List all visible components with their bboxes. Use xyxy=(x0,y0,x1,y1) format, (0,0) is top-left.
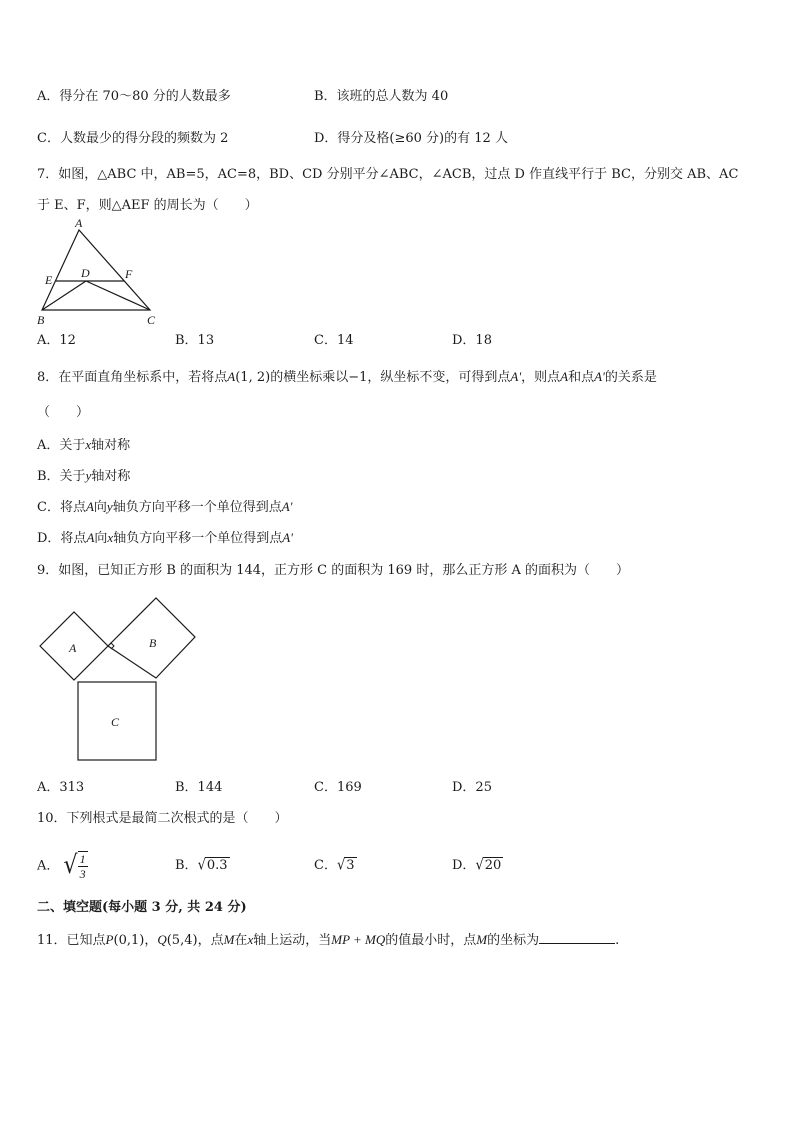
q10-option-b: B．√0.3 xyxy=(175,857,230,875)
label-f: F xyxy=(125,267,133,281)
q11-stem: 11．已知点P(0,1)，Q(5,4)，点M在x轴上运动，当MP + MQ的值最小时，点M的坐标为 . xyxy=(37,932,620,948)
label-a: A xyxy=(75,216,83,230)
q6-option-d: D．得分及格(≥60 分)的有 12 人 xyxy=(314,131,508,146)
section-title-fill-in: 二、填空题(每小题 3 分, 共 24 分) xyxy=(37,900,247,915)
label-square-c: C xyxy=(111,715,120,729)
q7-option-a: A．12 xyxy=(37,333,76,348)
q8-stem: 8．在平面直角坐标系中，若将点A(1, 2)的横坐标乘以−1，纵坐标不变，可得到点A'，则点A和点A'的关系是 xyxy=(37,369,657,385)
q6-option-b: B．该班的总人数为 40 xyxy=(314,89,449,104)
q8-option-b: B．关于y轴对称 xyxy=(37,468,131,484)
label-e: E xyxy=(45,273,53,287)
q9-option-b: B．144 xyxy=(175,780,223,795)
triangle-abc xyxy=(42,230,150,310)
q9-option-a: A．313 xyxy=(37,780,85,795)
radical-icon: √ xyxy=(336,856,346,875)
q9-squares-figure xyxy=(38,596,200,764)
q8-answer-paren: （ ） xyxy=(37,405,90,420)
q6-option-a: A．得分在 70～80 分的人数最多 xyxy=(37,89,231,104)
label-b: B xyxy=(37,313,45,327)
q8-option-a: A．关于x轴对称 xyxy=(37,437,131,453)
radical-icon: √ xyxy=(475,856,484,875)
label-c: C xyxy=(147,313,156,327)
q10-option-d: D．√20 xyxy=(452,857,503,875)
q7-option-d: D．18 xyxy=(452,333,492,348)
q7-option-b: B．13 xyxy=(175,333,215,348)
q6-option-c: C．人数最少的得分段的频数为 2 xyxy=(37,131,229,146)
radical-icon: √ xyxy=(197,856,206,875)
q8-option-c: C．将点A向y轴负方向平移一个单位得到点A' xyxy=(37,499,293,515)
q7-stem-line2: 于 E、F，则△AEF 的周长为（ ） xyxy=(37,198,258,213)
q10-option-a: A． √ $\frac{1}{3}$ xyxy=(37,846,88,887)
q9-stem: 9．如图，已知正方形 B 的面积为 144，正方形 C 的面积为 169 时，那么正方形 A 的面积为（ ） xyxy=(37,563,629,578)
q9-option-d: D．25 xyxy=(452,780,492,795)
label-square-a: A xyxy=(69,641,77,655)
q10-option-c: C．√3 xyxy=(314,857,357,875)
label-square-b: B xyxy=(149,636,157,650)
q10-stem: 10．下列根式是最简二次根式的是（ ） xyxy=(37,811,288,826)
segment-dc xyxy=(86,281,150,310)
q8-option-d: D．将点A向x轴负方向平移一个单位得到点A' xyxy=(37,530,293,546)
q7-triangle-figure xyxy=(34,218,164,330)
label-d: D xyxy=(81,266,90,280)
answer-blank[interactable] xyxy=(539,931,615,944)
q7-stem-line1: 7．如图，△ABC 中，AB=5，AC=8，BD、CD 分别平分∠ABC，∠ACB，过点 D 作直线平行于 BC，分别交 AB、AC xyxy=(37,167,739,182)
q9-option-c: C．169 xyxy=(314,780,362,795)
q7-option-c: C．14 xyxy=(314,333,354,348)
radical-icon: √ xyxy=(63,851,78,880)
